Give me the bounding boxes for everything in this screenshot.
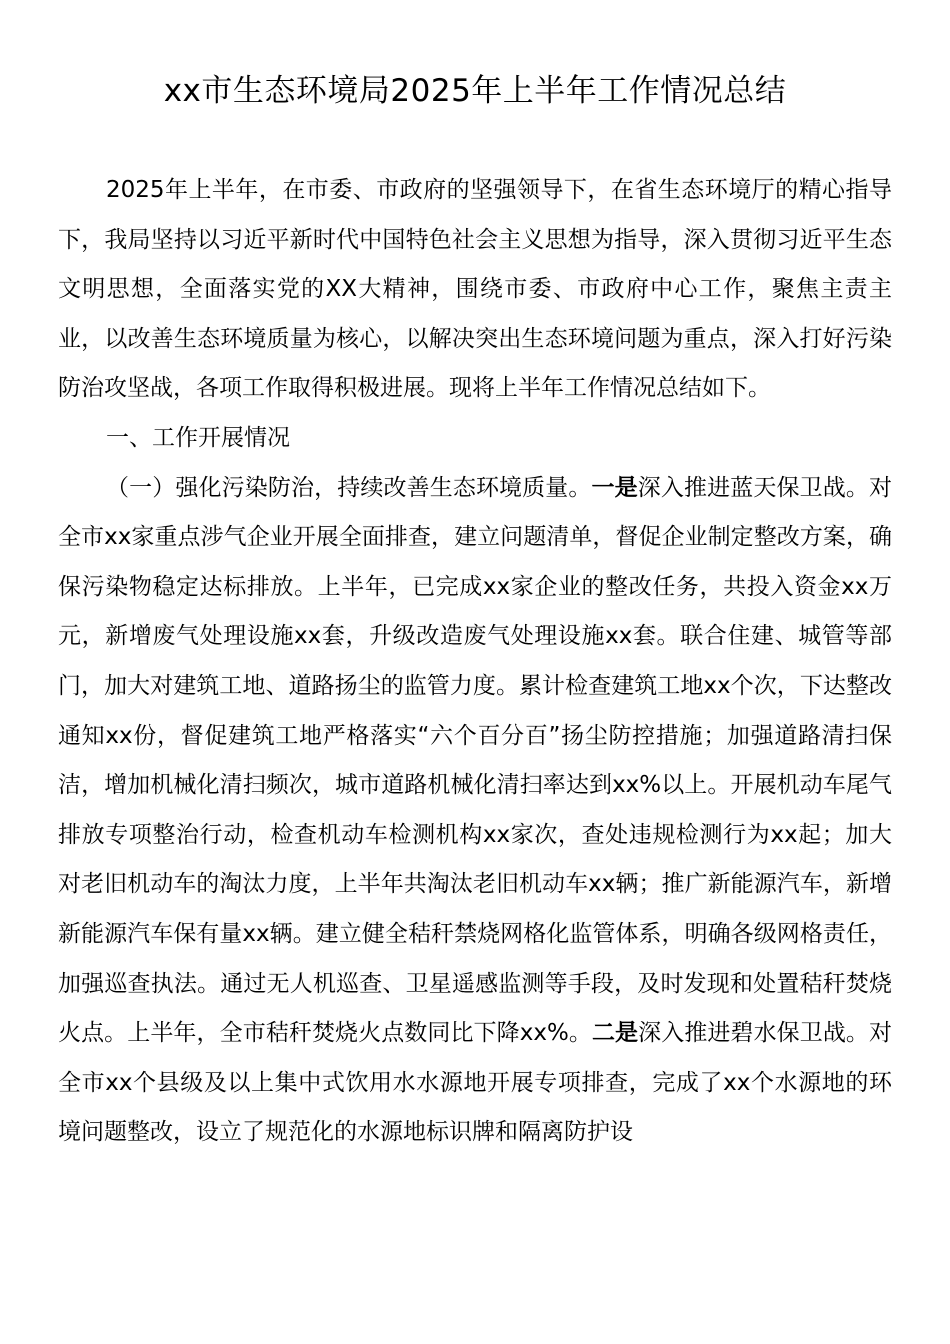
point-1-text: 深入推进蓝天保卫战。对全市xx家重点涉气企业开展全面排查，建立问题清单，督促企业制定整改方案，确保污染物稳定达标排放。上半年，已完成xx家企业的整改任务，共投入资金xx万元，新增废气处理设施xx套，升级改造废气处理设施xx套。联合住建、城管等部门，加大对建筑工地、道路扬尘的监管力度。累计检查建筑工地xx个次，下达整改通知xx份，督促建筑工地严格落实“六个百分百”扬尘防控措施；加强道路清扫保洁，增加机械化清扫频次，城市道路机械化清扫率达到xx%以上。开展机动车尾气排放专项整治行动，检查机动车检测机构xx家次，查处违规检测行为xx起；加大对老旧机动车的淘汰力度，上半年共淘汰老旧机动车xx辆；推广新能源汽车，新增新能源汽车保有量xx辆。建立健全秸秆禁烧网格化监管体系，明确各级网格责任，加强巡查执法。通过无人机巡查、卫星遥感监测等手段，及时发现和处置秸秆焚烧火点。上半年，全市秸秆焚烧火点数同比下降xx%。 [58,474,893,1047]
subsection-heading: （一）强化污染防治，持续改善生态环境质量。 [106,474,592,501]
section-heading: 一、工作开展情况 [106,424,290,451]
subsection-paragraph [58,464,892,1158]
intro-paragraph: 2025年上半年，在市委、市政府的坚强领导下，在省生态环境厅的精心指导下，我局坚持以习近平新时代中国特色社会主义思想为指导，深入贯彻习近平生态文明思想，全面落实党的XX大精神，围绕市委、市政府中心工作，聚焦主责主业，以改善生态环境质量为核心，以解决突出生态环境问题为重点，深入打好污染防治攻坚战，各项工作取得积极进展。现将上半年工作情况总结如下。 [58,177,892,402]
document-body [58,166,892,1158]
point-2-text: 深入推进碧水保卫战。对全市xx个县级及以上集中式饮用水水源地开展专项排查，完成了xx个水源地的环境问题整改，设立了规范化的水源地标识牌和隔离防护设 [58,1020,892,1146]
point-1-label: 一是 [591,474,638,501]
document-title: xx市生态环境局2025年上半年工作情况总结 [163,73,787,109]
point-2-label: 二是 [591,1020,639,1047]
